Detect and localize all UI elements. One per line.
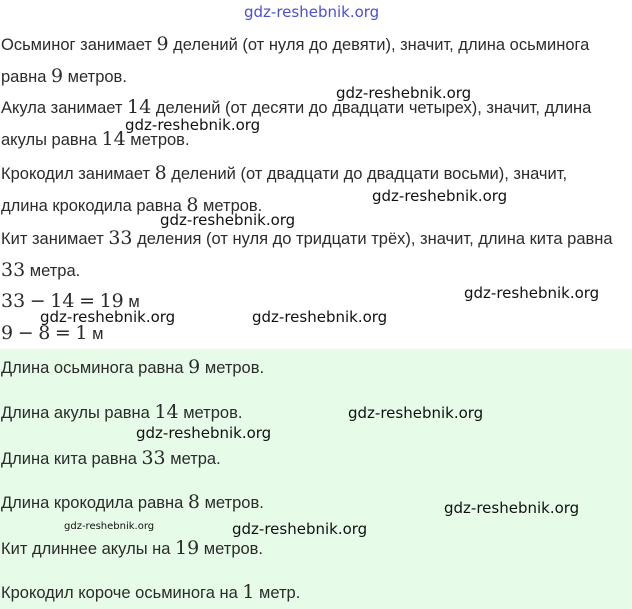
- calc-line-2: 9 − 8 = 1 м: [1, 322, 104, 344]
- answer-croc-vs-octopus: Крокодил короче осьминога на 1 метр.: [1, 581, 301, 603]
- watermark: gdz-reshebnik.org: [336, 84, 472, 102]
- octopus-line-1: Осьминог занимает 9 делений (от нуля до девяти), значит, длина осьминога: [1, 33, 590, 55]
- watermark: gdz-reshebnik.org: [348, 404, 484, 422]
- shark-line-1: Акула занимает 14 делений (от десяти до двадцати четырех), значит, длина: [1, 96, 592, 118]
- watermark: gdz-reshebnik.org: [160, 211, 296, 229]
- watermark: gdz-reshebnik.org: [232, 520, 368, 538]
- watermark-top: gdz-reshebnik.org: [244, 3, 380, 21]
- answer-octopus: Длина осьминога равна 9 метров.: [1, 356, 265, 378]
- watermark: gdz-reshebnik.org: [40, 308, 176, 326]
- answer-section: [0, 349, 632, 609]
- watermark: gdz-reshebnik.org: [372, 187, 508, 205]
- croc-line-2: длина крокодила равна 8 метров.: [1, 194, 263, 216]
- watermark: gdz-reshebnik.org: [444, 499, 580, 517]
- whale-line-1: Кит занимает 33 деления (от нуля до тридцати трёх), значит, длина кита равна: [1, 227, 613, 249]
- calc-line-1: 33 − 14 = 19 м: [1, 290, 140, 312]
- answer-shark: Длина акулы равна 14 метров.: [1, 401, 243, 423]
- octopus-line-2: равна 9 метров.: [1, 65, 127, 87]
- watermark-small: gdz-reshebnik.org: [64, 521, 155, 532]
- watermark: gdz-reshebnik.org: [125, 116, 261, 134]
- watermark: gdz-reshebnik.org: [136, 424, 272, 442]
- croc-line-1: Крокодил занимает 8 делений (от двадцати до двадцати восьми), значит,: [1, 162, 568, 184]
- watermark: gdz-reshebnik.org: [252, 308, 388, 326]
- answer-whale: Длина кита равна 33 метра.: [1, 447, 221, 469]
- shark-line-2: акулы равна 14 метров.: [1, 128, 190, 150]
- answer-croc: Длина крокодила равна 8 метров.: [1, 491, 264, 513]
- answer-whale-vs-shark: Кит длиннее акулы на 19 метров.: [1, 537, 264, 559]
- watermark: gdz-reshebnik.org: [464, 284, 600, 302]
- whale-line-2: 33 метра.: [1, 259, 81, 281]
